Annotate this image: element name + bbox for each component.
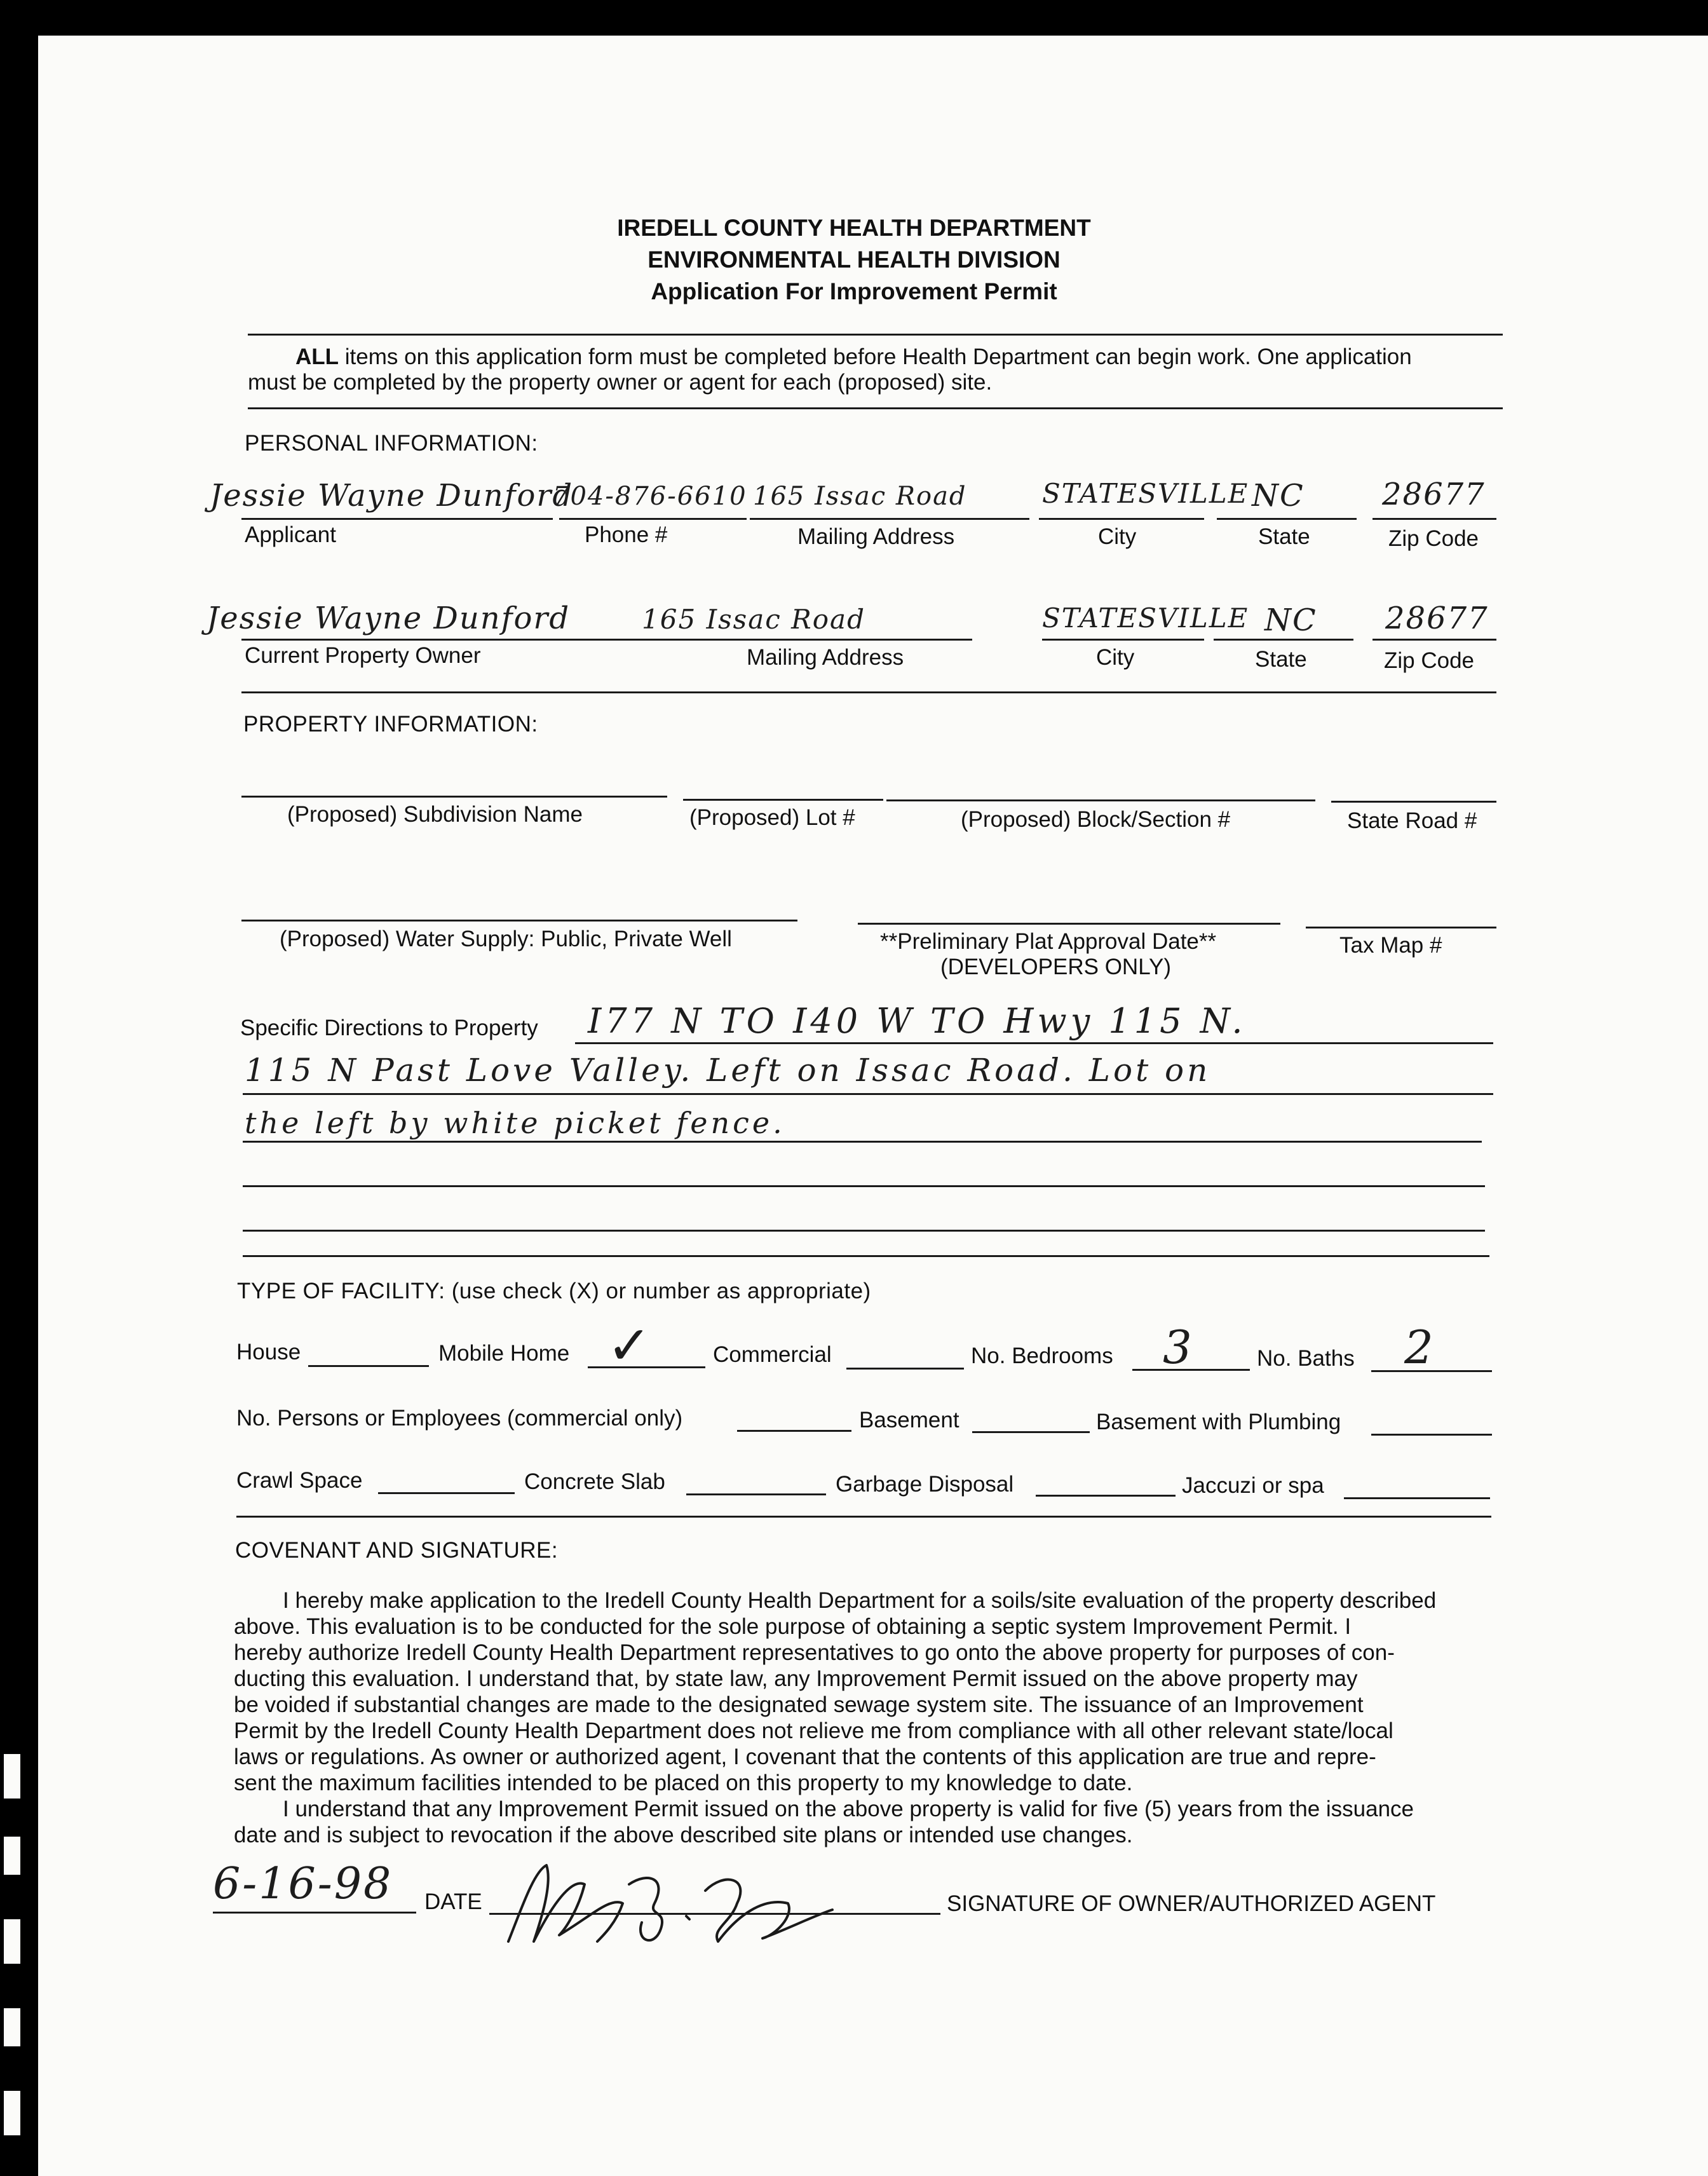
directions-label: Specific Directions to Property	[240, 1016, 538, 1040]
garbage-label: Garbage Disposal	[836, 1472, 1014, 1497]
header-division: ENVIRONMENTAL HEALTH DIVISION	[647, 247, 1061, 273]
applicant-value[interactable]: Jessie Wayne Dunford	[210, 478, 574, 513]
zip2-label: Zip Code	[1384, 648, 1475, 673]
signature-label: SIGNATURE OF OWNER/AUTHORIZED AGENT	[947, 1891, 1436, 1916]
date-line	[213, 1912, 416, 1914]
facility-heading-note: (use check (X) or number as appropriate)	[445, 1279, 871, 1303]
owner-value[interactable]: Jessie Wayne Dunford	[207, 601, 571, 636]
city2-line	[1042, 639, 1204, 641]
signature-mark	[496, 1846, 851, 1957]
jacuzzi-label: Jaccuzi or spa	[1182, 1473, 1324, 1498]
basement-plumbing-label: Basement with Plumbing	[1096, 1410, 1341, 1434]
directions-rule-5	[243, 1230, 1485, 1232]
bedrooms-value[interactable]: 3	[1163, 1321, 1193, 1374]
slab-label: Concrete Slab	[524, 1469, 665, 1494]
block-label: (Proposed) Block/Section #	[961, 807, 1231, 832]
state2-line	[1214, 639, 1353, 641]
zip-label: Zip Code	[1388, 526, 1479, 551]
crawl-label: Crawl Space	[236, 1468, 363, 1493]
state-label: State	[1258, 524, 1310, 549]
plat-line[interactable]	[858, 923, 1280, 925]
phone-value[interactable]: 704-876-6610	[553, 482, 747, 511]
tax-map-label: Tax Map #	[1339, 933, 1442, 958]
state2-value[interactable]: NC	[1264, 602, 1317, 638]
zip-value[interactable]: 28677	[1382, 477, 1486, 512]
slab-line[interactable]	[686, 1493, 826, 1495]
intro-line1	[295, 344, 1412, 370]
city-value[interactable]: STATESVILLE	[1042, 478, 1249, 509]
state-line	[1217, 518, 1357, 520]
basement-plumbing-line[interactable]	[1371, 1434, 1492, 1436]
state-value[interactable]: NC	[1252, 478, 1305, 513]
owner-label: Current Property Owner	[245, 643, 481, 668]
city-label: City	[1098, 524, 1137, 549]
state-road-line[interactable]	[1331, 801, 1496, 803]
baths-value[interactable]: 2	[1404, 1321, 1435, 1374]
city2-value[interactable]: STATESVILLE	[1042, 602, 1249, 634]
city2-label: City	[1096, 645, 1135, 670]
baths-label: No. Baths	[1257, 1346, 1355, 1371]
date-value[interactable]: 6-16-98	[213, 1859, 393, 1909]
header-form-title: Application For Improvement Permit	[651, 278, 1057, 304]
house-label: House	[236, 1340, 301, 1364]
plat-label: **Preliminary Plat Approval Date**	[880, 929, 1217, 954]
covenant-heading: COVENANT AND SIGNATURE:	[235, 1538, 559, 1563]
facility-heading-title: TYPE OF FACILITY:	[237, 1279, 445, 1303]
covenant-line-5: be voided if substantial changes are made to the designated sewage system site. The issuance of an Improvement	[234, 1692, 1364, 1717]
intro-rest: items on this application form must be completed before Health Department can begin work. One application	[339, 344, 1412, 369]
phone-line	[559, 518, 747, 520]
covenant-line-4: ducting this evaluation. I understand that, by state law, any Improvement Permit issued on the above property may	[234, 1666, 1358, 1691]
basement-label: Basement	[859, 1408, 959, 1432]
facility-heading	[237, 1279, 871, 1304]
zip2-line	[1372, 639, 1496, 641]
applicant-line	[241, 518, 553, 520]
zip2-value[interactable]: 28677	[1385, 601, 1489, 636]
directions-rule-4	[243, 1185, 1485, 1187]
city-line	[1039, 518, 1204, 520]
covenant-line-8: sent the maximum facilities intended to be placed on this property to my knowledge to date.	[234, 1771, 1133, 1795]
commercial-label: Commercial	[713, 1342, 832, 1367]
covenant-line-10: date and is subject to revocation if the above described site plans or intended use changes.	[234, 1823, 1133, 1847]
covenant-line-6: Permit by the Iredell County Health Department does not relieve me from compliance with all other relevant state/local	[234, 1718, 1393, 1743]
persons-line[interactable]	[737, 1430, 851, 1432]
plat-note: (DEVELOPERS ONLY)	[940, 955, 1172, 979]
house-line[interactable]	[308, 1365, 429, 1367]
state-road-label: State Road #	[1347, 808, 1477, 833]
applicant-label: Applicant	[245, 522, 336, 547]
date-label: DATE	[424, 1889, 482, 1914]
facility-rule	[236, 1516, 1491, 1518]
mobile-label: Mobile Home	[438, 1341, 570, 1366]
covenant-line-9: I understand that any Improvement Permit issued on the above property is valid for five (5) years from the issuance	[283, 1797, 1414, 1821]
personal-heading: PERSONAL INFORMATION:	[245, 431, 538, 456]
water-label: (Proposed) Water Supply: Public, Private Well	[280, 927, 732, 951]
basement-line[interactable]	[972, 1431, 1090, 1433]
garbage-line[interactable]	[1036, 1495, 1176, 1497]
covenant-line-3: hereby authorize Iredell County Health Department representatives to go onto the above property for purposes of con-	[234, 1640, 1395, 1665]
directions-rule-3	[243, 1141, 1482, 1143]
intro-bold: ALL	[295, 344, 339, 369]
water-line[interactable]	[241, 920, 797, 921]
lot-label: (Proposed) Lot #	[689, 805, 855, 830]
intro-line2: must be completed by the property owner or agent for each (proposed) site.	[248, 370, 993, 395]
persons-label: No. Persons or Employees (commercial only)	[236, 1406, 683, 1431]
jacuzzi-line[interactable]	[1344, 1497, 1490, 1499]
scan-edge-marks	[0, 1652, 25, 2176]
covenant-line-2: above. This evaluation is to be conducted for the sole purpose of obtaining a septic system Improvement Permit. I	[234, 1614, 1352, 1639]
mailing2-label: Mailing Address	[747, 645, 904, 670]
property-heading: PROPERTY INFORMATION:	[243, 712, 538, 737]
zip-line	[1372, 518, 1496, 520]
owner-mailing-line	[241, 639, 972, 641]
directions-rule-6	[243, 1255, 1489, 1257]
covenant-line-7: laws or regulations. As owner or authorized agent, I covenant that the contents of this application are true and repre-	[234, 1744, 1376, 1769]
commercial-line[interactable]	[846, 1368, 964, 1370]
subdivision-line[interactable]	[241, 796, 667, 798]
directions-line2[interactable]: 115 N Past Love Valley. Left on Issac Road. Lot on	[245, 1052, 1211, 1089]
bedrooms-label: No. Bedrooms	[971, 1343, 1113, 1368]
mailing-label: Mailing Address	[797, 524, 955, 549]
personal-rule	[241, 691, 1496, 693]
block-line[interactable]	[886, 799, 1315, 801]
state2-label: State	[1255, 647, 1307, 672]
mailing-value[interactable]: 165 Issac Road	[753, 482, 967, 511]
lot-line[interactable]	[683, 799, 883, 801]
directions-rule-2	[243, 1093, 1493, 1095]
directions-line1[interactable]: I77 N TO I40 W TO Hwy 115 N.	[588, 1001, 1247, 1041]
intro-rule	[248, 407, 1503, 409]
directions-rule-1	[575, 1042, 1493, 1044]
subdivision-label: (Proposed) Subdivision Name	[287, 802, 583, 827]
mobile-check[interactable]: ✓	[607, 1314, 653, 1377]
header-title: IREDELL COUNTY HEALTH DEPARTMENT	[617, 215, 1091, 241]
mailing-line	[750, 518, 1029, 520]
header-rule	[248, 334, 1503, 336]
mailing2-value[interactable]: 165 Issac Road	[642, 604, 865, 635]
covenant-line-1: I hereby make application to the Iredell County Health Department for a soils/site evaluation of the property described	[283, 1588, 1437, 1613]
crawl-line[interactable]	[378, 1492, 515, 1494]
tax-map-line[interactable]	[1306, 927, 1496, 928]
phone-label: Phone #	[585, 522, 668, 547]
directions-line3[interactable]: the left by white picket fence.	[245, 1106, 785, 1140]
